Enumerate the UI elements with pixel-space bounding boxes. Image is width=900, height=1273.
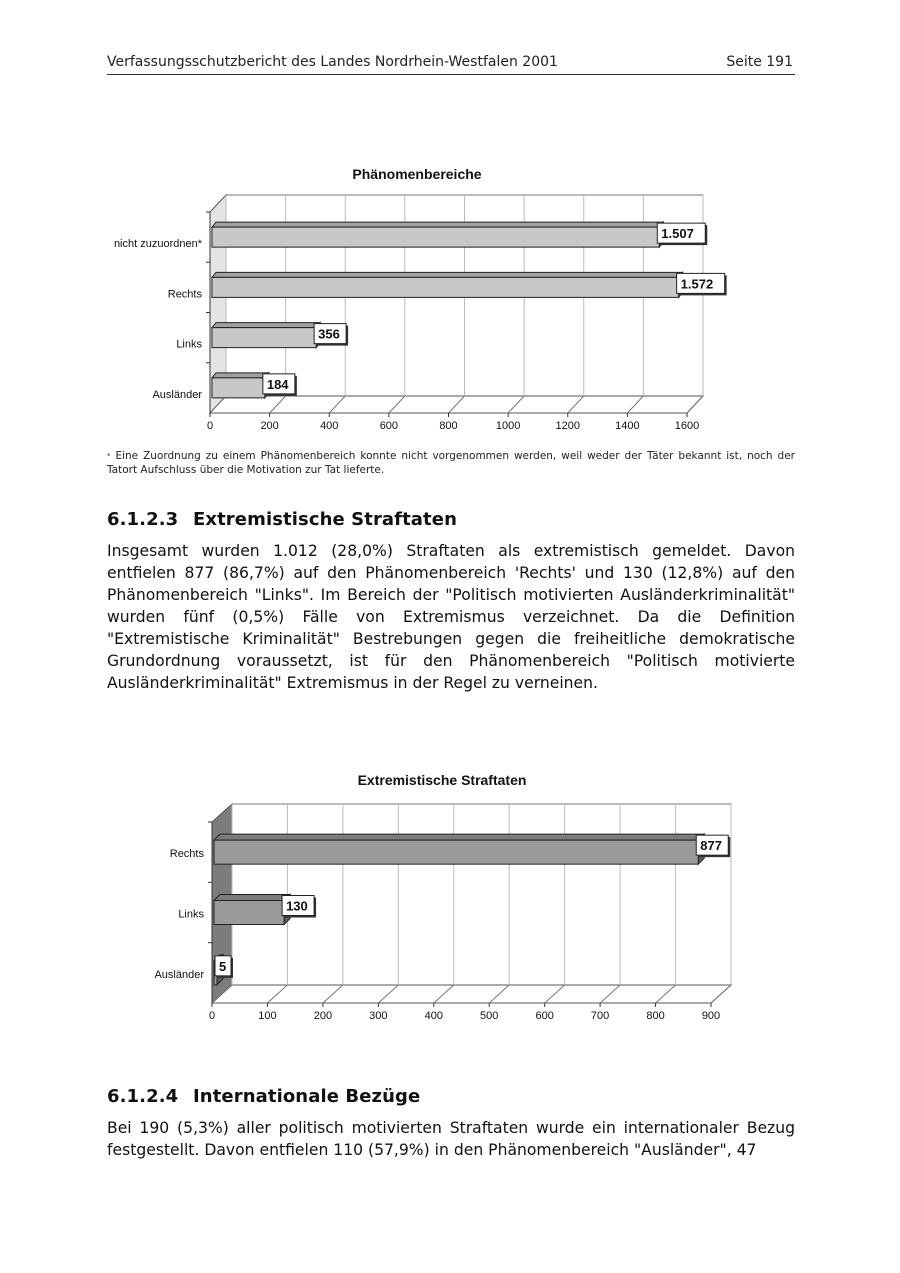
chart-back-wall <box>232 804 731 985</box>
value-label: 1.507 <box>661 226 694 242</box>
bar-top-face <box>212 222 663 227</box>
document-title: Verfassungsschutzbericht des Landes Nordrhein-Westfalen 2001 <box>107 54 558 70</box>
x-tick-label: 700 <box>590 1010 610 1022</box>
value-label: 1.572 <box>680 276 714 292</box>
x-tick-label: 100 <box>258 1010 277 1022</box>
chart-title: Extremistische Straftaten <box>357 772 527 788</box>
x-tick-label: 1400 <box>615 420 640 432</box>
x-tick-label: 800 <box>646 1010 665 1022</box>
category-label: Rechts <box>167 288 202 301</box>
x-tick-label: 400 <box>424 1010 443 1022</box>
category-label: nicht zuzuordnen* <box>113 238 202 251</box>
category-label: Ausländer <box>152 388 202 401</box>
x-tick-label: 500 <box>480 1010 499 1022</box>
value-label: 184 <box>266 376 289 392</box>
chart-phaenomenbereiche <box>0 160 900 445</box>
section-number: 6.1.2.3 <box>107 509 179 530</box>
x-tick-label: 0 <box>208 1010 216 1022</box>
x-tick-label: 0 <box>206 420 214 432</box>
section-title: Internationale Bezüge <box>193 1086 421 1107</box>
section-number: 6.1.2.4 <box>107 1086 179 1107</box>
bar-top-face <box>212 272 683 277</box>
category-label: Links <box>176 338 202 351</box>
section-title: Extremistische Straftaten <box>193 509 457 530</box>
x-tick-label: 600 <box>535 1010 554 1022</box>
bar-top-face <box>212 373 269 378</box>
x-tick-label: 300 <box>369 1010 388 1022</box>
footnote-marker: * <box>107 452 111 460</box>
paragraph-extremistische-straftaten: Insgesamt wurden 1.012 (28,0%) Straftaten als extremistisch gemeldet. Davon entfielen 877 (86,7%) auf den Phänomenbereich 'Rechts' und 130 (12,8%) auf den Phänomenbereich "Links". Im Bereich der "Politisch motivierten Ausländerkriminalität" wurden fünf (0,5%) Fälle von Extremismus verzeichnet. Da die Definition "Extremistische Kriminalität" Bestrebungen gegen die freiheitliche demokratische Grundordnung voraussetzt, ist für den Phänomenbereich "Politisch motivierte Ausländerkriminalität" Extremismus in der Regel zu verneinen. <box>107 542 795 692</box>
value-label: 877 <box>700 838 722 854</box>
chart-title: Phänomenbereiche <box>352 166 482 182</box>
category-label: Rechts <box>169 848 204 861</box>
x-tick-label: 600 <box>379 420 399 432</box>
section-heading-internationale-bezuege <box>107 1086 420 1107</box>
x-tick-label: 1200 <box>555 420 580 432</box>
category-label: Ausländer <box>154 968 204 981</box>
footnote <box>107 449 795 477</box>
chart-extremistische-straftaten <box>0 765 900 1035</box>
value-label: 130 <box>286 898 308 914</box>
bar <box>212 277 679 297</box>
page-number: Seite 191 <box>726 54 793 70</box>
bar <box>212 227 659 247</box>
chart-extremistische-straftaten-svg <box>0 765 900 1035</box>
x-tick-label: 800 <box>439 420 458 432</box>
value-label: 5 <box>219 958 227 974</box>
bar-top-face <box>214 895 290 901</box>
x-tick-label: 400 <box>320 420 339 432</box>
bar-top-face <box>212 323 320 328</box>
bar <box>214 840 698 864</box>
bar <box>214 901 284 925</box>
x-tick-label: 1000 <box>495 420 521 432</box>
bar-top-face <box>214 834 704 840</box>
x-tick-label: 1600 <box>674 420 700 432</box>
chart-phaenomenbereiche-svg <box>0 160 900 445</box>
x-tick-label: 200 <box>260 420 279 432</box>
bar <box>212 378 265 398</box>
bar <box>212 328 316 348</box>
x-tick-label: 200 <box>313 1010 333 1022</box>
section-heading-extremistische-straftaten <box>107 509 457 530</box>
paragraph-internationale-bezuege: Bei 190 (5,3%) aller politisch motivierten Straftaten wurde ein internationaler Bezug festgestellt. Davon entfielen 110 (57,9%) in den Phänomenbereich "Ausländer", 47 <box>107 1119 795 1159</box>
value-label: 356 <box>318 326 340 342</box>
x-tick-label: 900 <box>701 1010 721 1022</box>
page-header <box>107 52 795 75</box>
category-label: Links <box>178 908 204 921</box>
chart-floor <box>212 985 731 1003</box>
footnote-text: Eine Zuordnung zu einem Phänomenbereich konnte nicht vorgenommen werden, weil weder der Täter bekannt ist, noch der Tatort Aufschluss über die Motivation zur Tat lieferte. <box>107 450 795 476</box>
